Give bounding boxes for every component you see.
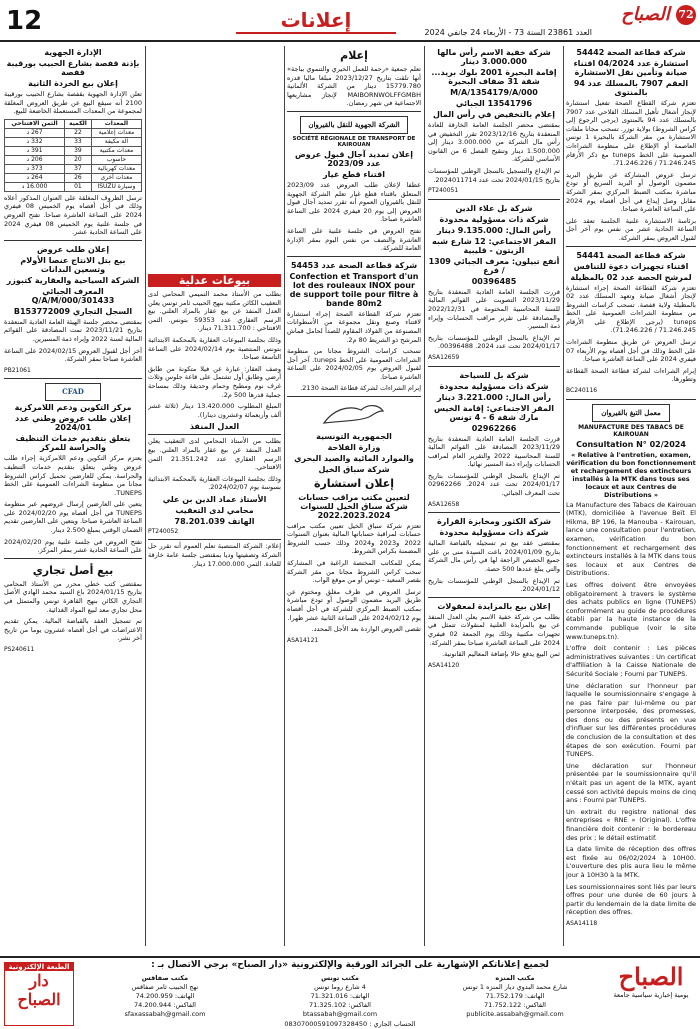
ad-body: تعتزم شركة القطاعة الصحة إجراء استشارة لاقتناء وصنع ونقل مجموعة من الأسطوانات المصنوعة من الفولاذ المقاوم للصدأ لحامل قماش المرشح ذو الشريط 80 م2. [287,309,421,344]
ad-block [428,597,560,671]
issue-info: العدد 23861 السنة 73 - الأربعاء 24 جانفي 2024 [424,28,592,37]
table-row [5,173,142,182]
ad-subtitle: اقتناء قطع غيار [322,169,385,179]
ad-body: تعلم جمعية «رحمة للعمل الخيري والتنموي بباجة» أنها تلقت بتاريخ 2023/12/27 مبلغا ماليا قدره 15779.780 دينار من الشركة الألمانية MAIBORNWOLFFGMBH لإنجاز مشاريعها الاجتماعية في شهر رمضان. [287,65,421,108]
ad-subtitle: اقتناء تجهيزات دعوة للتنافس [573,261,689,271]
ad-block [148,434,281,536]
column-1 [566,46,696,950]
ad-body: المبلغ المطلوب 13.420.000 دينار (ثلاثة عشر ألف وأربعمائة وعشرون دينارا). [148,402,281,419]
ad-code: ASA12658 [428,500,460,508]
ad-code: ASA14120 [428,661,460,669]
column-3 [287,46,421,950]
table-row [5,182,142,191]
ad-block [4,558,142,655]
ad-block [287,256,421,393]
ad-code: PB21061 [4,366,31,374]
signature: العدل المنفذ [189,422,240,432]
empty-space [148,46,281,271]
ad-title: شركة قطاعة الصحة 54442 [576,48,686,57]
cfad-logo: CFAD [45,383,100,401]
ad-body: ترسل الظروف المغلقة على العنوان المذكور أعلاه وذلك في أجل أقصاه يوم الخميس 08 فيفري 2024 على الساعة العاشرة صباحا. تفتح العروض في جلسة علنية يوم الخميس 08 فيفري 2024 على الساعة الحادية عشر. [4,193,142,237]
capital: رأس المال: 9.135.000 دينار [436,225,552,235]
table-row [5,155,142,164]
ad-body: تعتزم شركة سباق الخيل تعيين مكتب مراقب حسابات لمراقبة حساباتها المالية بعنوان السنوات 2022 و2023 و2024 وذلك حسب الشروط المضمنة بكراس الشروط. [287,521,421,556]
section-title: إعلانات [236,8,396,34]
logo-badge-icon: 72 [676,5,696,25]
table-row [5,128,142,137]
ad-subtitle: إعلان بيع الخردة الثانية [28,79,118,88]
ad-body: بمقتضى محضر جلسة الهيئة العامة العادية المنعقدة بتاريخ 2023/11/21 تمت المصادقة على القوائم المالية لسنة 2022 وإبراء ذمة المسيرين. [4,317,142,343]
ad-code: ASA14121 [287,636,319,644]
org-name: MANUFACTURE DES TABACS DE KAIROUAN [578,423,684,438]
ad-subtitle: إعلام بالتخفيض في رأس المال [432,110,556,119]
table-header: المعدات [91,119,141,128]
table-header-row [5,119,142,128]
bank-account: الحساب الجاري : 08307000591097328450 [284,1020,416,1028]
ad-body: تفتح العروض في جلسة علنية على الساعة العاشرة والنصف من نفس اليوم بمقر الإدارة العامة للشركة. [287,226,421,253]
table-cell: معدات مكتبية [91,146,141,155]
ad-body: تقصى العروض الواردة بعد الأجل المحدد. [311,625,421,634]
phone: الهاتف 78.201.039 [174,516,255,526]
table-cell: 391 د [5,146,65,155]
ad-body: تم تسجيل العقد بالقباضة المالية. يمكن تقديم الاعتراضات في أجل أقصاه عشرون يوما من تاريخ آخر نشر. [4,617,142,643]
ad-title: شركة قطاعة الصحة عدد 54453 [290,260,418,270]
ad-title: شركة قطاعة الصحة 54441 [576,250,686,260]
ad-body: قررت الجلسة العامة العادية المنعقدة بتاريخ 2023/11/29 المصادقة على القوائم المالية للسنة المحاسبية 2022 والتقرير العام لمراقب الحسابات وإبراء ذمة المسير نهائيا. [428,434,560,469]
office-fax: الفاكس: 71.325.102 [309,1001,371,1009]
column-divider [145,46,146,946]
ad-subtitle: Confection et Transport d'un lot des rouleaux INOX pour de support toile pour filtre à bande 80m2 [289,271,419,308]
table-cell: 33 [65,137,92,146]
table-cell: 01 [65,182,92,191]
table-cell: حاسوب [91,155,141,164]
digital-edition-badge [4,962,74,1026]
ad-code: PS240611 [4,646,35,653]
ad-subtitle: شركة ذات مسؤولية محدودة [439,528,549,538]
ad-title: إعلام [340,49,368,62]
office-email[interactable]: sfaxassabah@gmail.com [124,1010,206,1018]
ad-body: Un extrait du registre national des entreprises « RNE » (Original). L'offre financière doit contenir : le bordereau des prix ; le détail estimatif. [566,807,696,842]
ad-body: وذلك بجلسة البيوعات العقارية بالمحكمة الابتدائية بتونس المنتصبة يوم 2024/02/14 على الساعة التاسعة صباحا. [148,335,281,362]
ad-block [148,539,281,568]
ad-block [287,396,421,645]
registry-id: 00396485 [471,276,517,286]
ad-title: شركة بل علاء الدين [455,203,533,213]
column-divider [424,46,425,946]
ad-body: قررت الجلسة العامة العادية المنعقدة بتاريخ 2023/11/29 التصويت على القوائم المالية للسنة المحاسبية المختومة في 2022/12/31 والمصادقة على تقرير مراقب الحسابات وإبراء ذمة المسير. [428,287,560,331]
table-row [5,146,142,155]
ad-body: بمقتضى عقد بيع تم تسجيله بالقباضة المالية بتاريخ 2024/01/09 باعت السيدة منى بن علي جميع الحصص الراجعة لها في رأس مال الشركة والتي يبلغ عددها 500 حصة. [428,539,560,574]
table-header: الكمية [65,119,92,128]
ad-body: بطلب من الأستاذ محمد التميمي المحامي لدى التعقيب الكائن مكتبه بنهج الحبيب ثامر تونس يعلن العدل المنفذ عن بيع عقار بالمزاد العلني. بيع الرسم العقاري عدد 59353 بتونس. الثمن الافتتاحي : 71.311.700 دينار. [148,290,281,333]
table-cell: معدات إعلامية [91,128,141,137]
signature: الأستاذ عماد الدين بن علي [162,494,267,504]
ad-body: بمقتضى محضر الجلسة العامة الخارقة للعادة المنعقدة بتاريخ 2023/12/16 تقرر التخفيض في رأس مال الشركة من 3.000.000 دينار إلى 1.500.000 دينار وتنقيح الفصل 6 من القانون الأساسي للشركة. [428,121,560,164]
table-cell: آلة مكيفة [91,137,141,146]
ad-subtitle: يتعلق بتقديم خدمات التنظيف والحراسة للمركز [15,434,131,453]
ad-title: مركز التكوين ودعم اللامركزية [14,403,132,413]
ad-block [428,199,560,363]
registry-id: M/A/1354179/A/000 [450,88,538,97]
table-cell: 37 [65,164,92,173]
ad-body: تعتزم شركة القطاع الصحة تفعيل استشارة لإنجاز أشغال تأهيل المسلك الفلاحي عدد 7907 بالمسلك عدد 94 بالمنتوى (يرجى الرجوع إلى كراس الشروط) بولاية توزر. تسحب مجانا ملفات الاستشارة من مقر الشركة بالبحيرة 1 تونس العاصمة أو الإطلاع على منظومة الشراءات العمومية على الخط tuneps مع ذكر الأرقام 71.246.245 / 71.246.226. [566,99,696,168]
ad-body: L'offre doit contenir : Les pièces administratives suivantes : Un certificat d'affiliation à la Caisse Nationale de Sécurité Sociale ; Fourni par TUNEPS. [566,644,696,678]
ad-subtitle: لتعيين مكتب مراقب حسابات شركة سباق الخيل للسنوات 2022.2023.2024 [298,492,410,520]
registry-id: 13541796 الجبائي [455,99,533,108]
ad-body: Une déclaration sur l'honneur par laquelle le soumissionnaire s'engage à ne pas faire par lui-même ou par personne interposée, des promesses, des dons ou des présents en vue d'influer sur les différentes procédures de conclusion de la consultation et des étapes de son exécution. Fourni par TUNEPS. [566,681,696,759]
ad-code: PT240052 [148,527,179,535]
ad-body: تفتح العروض في جلسة علنية يوم 2024/02/20 على الساعة الحادية عشر بمقر المركز. [4,537,142,555]
table-cell: معدات أخرى [91,173,141,182]
ad-body: إبرام الشراءات لشركة قطاعة الصحة 2130. [300,384,421,393]
page-header [0,0,700,42]
ad-title: شركة الكثور ومخابزة القرارة [437,517,551,527]
office-email[interactable]: publicite.assabah@gmail.com [466,1010,564,1018]
horse-emblem-icon [287,401,421,430]
ad-body: La Manufacture des Tabacs de Kairouan (MTK), domiciliée à l'avenue Beït El Hikma, BP 196, la Manouba - Kairouan, lance une consultation pour l'entretien, examen, vérification du bon fonctionnement et rechargement des extincteurs installés à la MTK dans tous ses locaux et aux Centres de Distributions. [566,500,696,578]
table-cell: 264 د [5,173,65,182]
table-row [5,164,142,173]
capital: رأس المال: 3.221.000 دينار [436,392,552,402]
ad-subtitle: لمرشح الحصة عدد 02 بالمظيلة [570,272,692,282]
ad-body: Les offres doivent être envoyées obligatoirement à travers le système des achats publics en ligne (TUNEPS) conformément au guide de procédures établi par la haute instance de la commande publique (voir le site www.tuneps.tn). [566,580,696,641]
logo-text: الصباح [621,4,670,25]
ad-block [428,366,560,510]
column-divider [284,46,285,946]
column-divider [563,46,564,946]
ad-block [4,240,142,376]
org-name: وزارة الفلاحة [327,442,381,452]
registry-id: السجل التجاري B153772009 [13,306,133,316]
ad-title: شركة خفية الاسم رأس مالها 3.000.000 دينار [437,48,551,66]
ad-body: Une déclaration sur l'honneur présentée par le soumissionnaire qu'il n'était pas un agent de la MTK, ayant cessé son activité depuis moins de cinq ans : Fourni par TUNEPS. [566,761,696,805]
signature: محامي لدى التعقيب [175,505,254,515]
ad-subtitle: بإذنة قفصة بشارع الحبيب بورقيبة قفصة [6,59,140,77]
ad-body: ترسل العروض عن طريق منظومة الشراءات على الخط وذلك في أجل أقصاه يوم الأربعاء 07 فيفري 2024 على الساعة العاشرة صباحا. [566,338,696,364]
table-cell: 16.000 د [5,182,65,191]
ad-subtitle: « Relative à l'entretien, examen, vérification du bon fonctionnement et rechargement des extincteurs installés à la MTK dans tous ses locaux et aux Centres de Distributions » [566,450,696,499]
table-row [5,137,142,146]
office-fax: الفاكس: 74.200.944 [134,1001,196,1009]
footer-logo-text: الصباح [618,962,684,991]
dar-assabah-logo: دار الصباح [17,971,61,1009]
ad-title: شركة بل للسياحة [459,370,529,380]
table-cell: وسيارة ISUZU [91,182,141,191]
ad-subtitle: إقامة البحيرة 2001 بلوك بريد... شقة 31 ضفاف البحيرة [431,68,557,86]
table-cell: 22 [65,128,92,137]
table-cell: 39 [65,146,92,155]
ad-body: تعلن الإدارة الجهوية بقفصة بشارع الحبيب بورقيبة 2100 أنه سيقع البيع عن طريق العروض المغلقة لمجموعة من المعدات المستعملة الخاضعة للبيع. [4,90,142,116]
ad-subtitle: استشارة عدد 04/2024 اقتناء صيانة وتأمين نقل الاستشارة [573,59,689,77]
address: المقر الاجتماعي: 12 شارع شبه الزيتون - قليبية [432,236,556,255]
page-footer [0,956,700,1029]
column-4 [148,46,281,950]
office-phone: الهاتف: 74.200.959 [135,992,195,1000]
office-address: 4 شارع روما تونس [314,983,366,991]
ad-body: تعتزم شركة القطاعة الصحة إجراء استشارة لإنجاز أشغال صيانة وتعهد المسلك عدد 02 بالمظيلة ولاية قفصة. تسحب كراسات الشروط من منظومة الشراءات العمومية على الخط tuneps (يرجى الإطلاع على الأرقام 71.246.245 / 71.246.226). [566,283,696,335]
ad-body: وذلك بجلسة البيوعات العقارية بالمحكمة الابتدائية بسوسة يوم 2024/02/07. [148,474,281,492]
ad-body: يتعين على العارضين إرسال عروضهم عبر منظومة TUNEPS في أجل أقصاه يوم 2024/02/20 على الساعة العاشرة صباحا. ويتعين على العارضين تقديم الضمان الوقتي بمبلغ 2.500 دينار. [4,500,142,535]
page-number: 12 [6,6,43,36]
ad-subtitle: الشركة السياحية والعقارية كتبوزر [6,275,140,285]
ad-body: تم الإيداع بالسجل الوطني للمؤسسات بتاريخ 2024/01/17 تحت عدد 2024. 02962266 تحت المعرف الجبائي. [428,471,560,498]
ad-body: يعتزم مركز التكوين ودعم اللامركزية إجراء طلب عروض وطني يتعلق بتقديم خدمات التنظيف والحراسة. يمكن للعارضين تحميل كراس الشروط مجانا من منظومة الشراءات العمومية على الخط TUNEPS. [4,454,142,497]
column-5 [4,46,142,950]
table-cell: 373 د [5,164,65,173]
ad-body: ثمن البيع يدفع حالا بإضافة المعاليم القانونية. [442,650,560,659]
ad-title: Consultation N° 02/2024 [576,439,686,449]
ad-block [287,111,421,253]
office-title: مكتب المنزه [495,974,535,982]
office-address: نهج الحبيب ثامر صفاقس [131,983,199,991]
srt-kairouan-logo: الشركة الجهوية للنقل بالقيروان [300,116,407,134]
table-cell: 267 د [5,128,65,137]
ad-body: برئاسة الاستشارة علنية الجلسة تعقد على الساعة الحادية عشر من نفس يوم آخر أجل لقبول العروض بمقر الشركة. [566,216,696,242]
table-cell: 20 [65,155,92,164]
ad-body: تم الإيداع بالسجل الوطني للمؤسسات بتاريخ 2024/01/17 تحت عدد 2024. 00396488. [428,333,560,351]
ad-subtitle: إعلان طلب عروض وطني عدد 2024/01 [15,414,131,433]
office-title: مكتب صفاقس [141,974,189,982]
ad-title: إعلان استشارة [313,476,395,490]
address: المقر الاجتماعي: إقامة الخيس مارك شقة 6 - 4 تونس [434,403,554,422]
ad-title: بيع أصل تجاري [32,563,114,577]
contact-call: لجميع إعلاناتكم الإشهارية على الجرائد الورقية والإلكترونية «دار الصباح» برجي الاتصال بـ : [151,960,549,970]
ad-subtitle: العقم 7907 بالمسلك عدد 94 بالمنتوى [573,79,689,97]
ad-title: إعلان تمديد آجال قبول عروض عدد 2023/09 [295,149,413,168]
ad-body: تم الإيداع بالسجل الوطني للمؤسسات بتاريخ 2024/01/12. [428,576,560,594]
ad-body: بطلب من الأستاذ المحامي لدى التعقيب يعلن العدل المنفذ عن بيع عقار بالمزاد العلني. بيع الرسم العقاري عدد 21.351.242 الثمن الافتتاحي. [148,437,281,472]
table-cell: معدات كهربائية [91,164,141,173]
ad-block [566,246,696,396]
items-table [4,119,142,192]
ad-body: La date limite de réception des offres est fixée au 06/02/2024 à 10H00. L'ouverture des plis aura lieu le même jour à 10H30 à la MTK. [566,845,696,879]
registry-id: 02962266 [471,423,517,433]
ad-body: آخر أجل لقبول العروض 2024/02/15 على الساعة العاشرة صباحا بمقر الشركة. [4,346,142,364]
org-name: شركة سباق الخيل [318,464,390,474]
ad-title: بيوعات عدلية [148,274,281,287]
ad-body: ترسل العروض في ظرف مغلق ومختوم عن طريق البريد مضمون الوصول أو تودع مباشرة بمكتب الضبط المركزي للشركة في أجل أقصاه يوم 2024/02/12 على الساعة الثانية عشر ظهرا. [287,587,421,622]
table-header: الثمن الافتتاحي [5,119,65,128]
table-cell: 26 [65,173,92,182]
footer-logo [606,962,696,1028]
column-2 [428,46,560,950]
ad-code: PT240051 [428,187,459,195]
ad-title: الإدارة الجهوية [44,48,102,57]
org-name: SOCIÉTÉ RÉGIONALE DE TRANSPORT DE KAIROUAN [292,135,416,148]
digital-edition-label: الطبعة الإلكترونية [5,963,73,971]
ad-subtitle: شركة ذات مسؤولية محدودة [439,381,549,391]
ad-body: وصف العقار: عبارة عن فيلا متكونة من طابق أرضي وطابق أول تشتمل على قاعة جلوس وثلاث غرف نوم ومطبخ وحمام وحديقة وذلك بمساحة جملية قدرها 500 م2. [148,364,281,399]
office-phone: الهاتف: 71.321.016 [310,992,370,1000]
ad-body: يمكن للمكاتب المختصة الراغبة في المشاركة سحب كراس الشروط مجانا من مقر الشركة بقصر السعيد - تونس أو من موقع الواب. [287,559,421,585]
mtk-logo: معمل التبغ بالقيروان [592,404,670,422]
ad-subtitle: بيع بتل الانتاج عنصا الأولام وتسعين البدانات [20,255,126,274]
office-fax: الفاكس: 71.752.122 [484,1001,546,1009]
office-title: مكتب تونس [321,974,359,982]
ad-title: إعلان بيع بالمزايدة لمعقولات [437,601,551,611]
ad-title: إعلان طلب عروض [36,244,110,254]
ad-body: عطفا لإعلان طلب العروض عدد 2023/09 المتعلق باقتناء قطع غيار تعلم الشركة الجهوية للنقل بالقيروان العموم أنه تقرر تمديد آجال قبول العروض إلى يوم 20 فيفري 2024 على الساعة العاشرة صباحا. [287,180,421,224]
table-cell: 206 د [5,155,65,164]
ad-body: ترسل عروض المشاركة عن طريق البريد مضمون الوصول أو البريد السريع أو تودع مباشرة بمكتب الضبط المركزي بمقر الشركة مقابل وصل إيداع في أجل أقصاه يوم 2024 على الساعة العاشرة صباحا. [566,170,696,214]
ad-body: تم الإيداع والتسجيل بالسجل الوطني للمؤسسات بتاريخ 2024/01/15 تحت عدد 2024011714. [428,166,560,184]
footer-tagline: يومية إخبارية سياسية جامعة [613,991,689,999]
tax-id: أنفع تبيلون: معرف الجبائي 1309 / فرع [428,256,560,275]
ad-body: بطلب من شركة خفية الاسم يعلن العدل المنفذ عن بيع بالمزايدة العلنية لمنقولات تتمثل في تجهيزات مكتبية وذلك يوم الجمعة 02 فيفري 2024 على الساعة العاشرة صباحا بمقر الشركة. [428,612,560,647]
ad-body: Les soumissionnaires sont liés par leurs offres pour une durée de 60 jours à partir du lendemain de la date limite de réception des offres. [566,882,696,917]
ad-body: بمقتضى كتب خطي محرر من الأستاذ المحامي بتاريخ 2024/01/15 باع السيد محمد الهادي الأصل التجاري الكائن بنهج القاهرة تونس والمتمثل في محل تجاري معد لبيع المواد الغذائية. [4,579,142,614]
ad-code: ASA14118 [566,919,598,927]
office-phone: الهاتف: 71.752.179 [485,992,545,1000]
office-email[interactable]: btassabah@gmail.com [302,1010,378,1018]
tax-id: المعرف الجبائي 301433/Q/A/M/000 [31,286,115,305]
org-name: والموارد المائية والصيد البحري [294,453,414,463]
ad-body: إبرام الشراءات لشركة قطاعة الصحة القطاعة وتطورها. [566,366,696,384]
ad-block [566,399,696,929]
org-name: الجمهورية التونسية [316,431,392,441]
ad-subtitle: شركة ذات مسؤولية محدودة [439,214,549,224]
ad-block [428,512,560,594]
ad-body: إعلام: الشركة المنتصبة تعلم العموم أنه تقرر حل الشركة وتصفيتها وديا بمقتضى جلسة عامة خارقة للعادة. الثمن 17.000.000 دينار. [148,542,281,568]
table-cell: 332 د [5,137,65,146]
ad-code: ASA12659 [428,353,460,361]
ad-block [4,378,142,555]
ad-body: تسحب كراسات الشروط مجانا من منظومة الشراءات العمومية على الخط tuneps. آخر أجل لقبول العروض يوم 2024/02/05 على الساعة العاشرة صباحا. [287,347,421,381]
office-address: شارع محمد البدوي ديار المنزه 1 تونس [462,983,568,991]
ad-code: BC240116 [566,387,598,395]
masthead-logo [600,4,696,34]
